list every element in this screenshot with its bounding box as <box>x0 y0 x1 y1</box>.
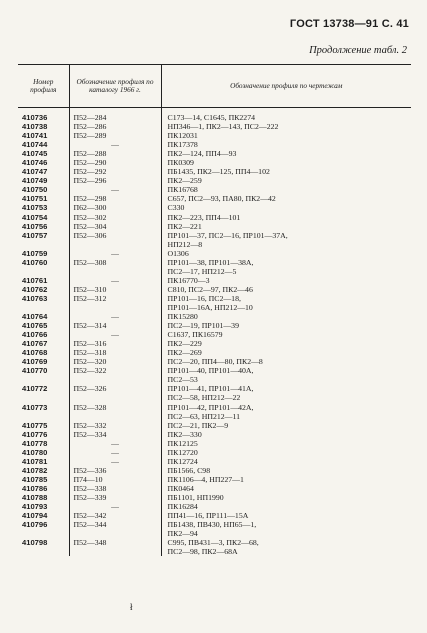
drawing-designation-cell: ПС2—19, ПР101—39 <box>161 321 411 330</box>
drawing-designation-cell: НП212—8 <box>161 240 411 249</box>
table-row <box>18 231 411 240</box>
profile-number-cell: 410753 <box>22 203 48 213</box>
table-row <box>18 194 411 203</box>
catalog-designation-cell <box>69 240 161 249</box>
profile-number-cell: 410759 <box>22 248 48 258</box>
drawing-designation-cell: ПК12125 <box>161 439 411 448</box>
catalog-designation-cell <box>69 412 161 421</box>
profile-number-cell: 410738 <box>22 122 48 132</box>
catalog-designation-cell <box>69 529 161 538</box>
profile-number-cell: 410761 <box>22 275 48 285</box>
table-row <box>18 384 411 393</box>
profile-number-cell: 410794 <box>22 511 48 521</box>
drawing-designation-cell: ПК15280 <box>161 312 411 321</box>
profile-number-cell: 410776 <box>22 429 48 439</box>
drawing-designation-cell: ПР101—40, ПР101—40А, <box>161 366 411 375</box>
drawing-designation-cell: ПБ1438, ПВ430, НП65—1, <box>161 520 411 529</box>
table-row <box>18 149 411 158</box>
catalog-designation-cell <box>69 393 161 402</box>
profile-number-cell <box>18 412 69 421</box>
catalog-designation-cell: П52—312 <box>69 294 161 303</box>
catalog-designation-cell <box>69 375 161 384</box>
catalog-designation-cell: — <box>69 439 161 448</box>
table-row <box>18 375 411 384</box>
table-row <box>18 167 411 176</box>
profile-number-cell: 410768 <box>22 348 48 358</box>
catalog-designation-cell: П52—298 <box>69 194 161 203</box>
profile-number-cell: 410798 <box>22 538 48 548</box>
profile-number-cell <box>18 547 69 556</box>
table-row <box>18 538 411 547</box>
catalog-designation-cell <box>69 547 161 556</box>
profile-number-cell: 410772 <box>22 384 48 394</box>
drawing-designation-cell: ПК16770—3 <box>161 276 411 285</box>
catalog-designation-cell: П74—10 <box>69 475 161 484</box>
profile-number-cell: 410793 <box>22 502 48 512</box>
catalog-designation-cell: П52—302 <box>69 213 161 222</box>
table-row <box>18 240 411 249</box>
catalog-designation-cell: П52—348 <box>69 538 161 547</box>
table-row <box>18 108 411 123</box>
table-row <box>18 213 411 222</box>
column-header-number: Номер профиля <box>18 65 69 108</box>
table-row <box>18 502 411 511</box>
drawing-designation-cell: ПС2—17, НП212—5 <box>161 267 411 276</box>
drawing-designation-cell: ПС2—58, НП212—22 <box>161 393 411 402</box>
table-row <box>18 330 411 339</box>
table-row <box>18 348 411 357</box>
profile-number-cell: 410781 <box>22 456 48 466</box>
profile-number-cell: 410747 <box>22 167 48 177</box>
profile-number-cell <box>18 240 69 249</box>
table-row <box>18 321 411 330</box>
table-row <box>18 285 411 294</box>
table-row <box>18 403 411 412</box>
profile-number-cell: 410741 <box>22 131 48 141</box>
catalog-designation-cell: П52—334 <box>69 430 161 439</box>
profile-number-cell <box>18 393 69 402</box>
profile-number-cell: 410754 <box>22 212 48 222</box>
drawing-designation-cell: С173—14, С1645, ПК2274 <box>161 108 411 123</box>
table-row <box>18 249 411 258</box>
drawing-designation-cell: ПР101—41, ПР101—41А, <box>161 384 411 393</box>
drawing-designation-cell: ПР101—16, ПС2—18, <box>161 294 411 303</box>
catalog-designation-cell: — <box>69 502 161 511</box>
table-row <box>18 511 411 520</box>
column-header-drawing: Обозначение профиля по чертежам <box>161 65 411 108</box>
drawing-designation-cell: ПК12724 <box>161 457 411 466</box>
catalog-designation-cell: — <box>69 312 161 321</box>
profile-number-cell: 410778 <box>22 438 48 448</box>
profile-number-cell: 410770 <box>22 366 48 376</box>
stray-mark: ł <box>130 602 133 612</box>
drawing-designation-cell: ПК2—269 <box>161 348 411 357</box>
drawing-designation-cell: ПС2—63, НП212—11 <box>161 412 411 421</box>
table-row <box>18 466 411 475</box>
drawing-designation-cell: ПР101—42, ПР101—42А, <box>161 403 411 412</box>
catalog-designation-cell: П52—342 <box>69 511 161 520</box>
catalog-designation-cell: П52—322 <box>69 366 161 375</box>
drawing-designation-cell: ПК1106—4, НП227—1 <box>161 475 411 484</box>
table-row <box>18 276 411 285</box>
catalog-designation-cell: П62—300 <box>69 203 161 212</box>
profile-number-cell: 410773 <box>22 402 48 412</box>
catalog-designation-cell: — <box>69 140 161 149</box>
catalog-designation-cell: П52—338 <box>69 484 161 493</box>
catalog-designation-cell: П52—332 <box>69 421 161 430</box>
drawing-designation-cell: ПК0464 <box>161 484 411 493</box>
drawing-designation-cell: ПК2—330 <box>161 430 411 439</box>
profile-number-cell: 410736 <box>22 113 48 122</box>
profile-number-cell: 410766 <box>22 330 48 340</box>
table-row <box>18 412 411 421</box>
table-row <box>18 493 411 502</box>
table-row <box>18 294 411 303</box>
profile-number-cell: 410769 <box>22 357 48 367</box>
drawing-designation-cell: ПК16768 <box>161 185 411 194</box>
table-row <box>18 357 411 366</box>
catalog-designation-cell: — <box>69 448 161 457</box>
catalog-designation-cell: П52—296 <box>69 176 161 185</box>
table-row <box>18 158 411 167</box>
catalog-designation-cell: П52—306 <box>69 231 161 240</box>
drawing-designation-cell: НП346—1, ПК2—143, ПС2—222 <box>161 122 411 131</box>
catalog-designation-cell <box>69 267 161 276</box>
catalog-designation-cell: П52—320 <box>69 357 161 366</box>
profile-number-cell: 410767 <box>22 339 48 349</box>
catalog-designation-cell: П52—328 <box>69 403 161 412</box>
catalog-designation-cell: — <box>69 276 161 285</box>
drawing-designation-cell: С995, ПВ431—3, ПК2—68, <box>161 538 411 547</box>
page-header: ГОСТ 13738—91 С. 41 <box>289 18 409 30</box>
catalog-designation-cell: П52—316 <box>69 339 161 348</box>
table-row <box>18 520 411 529</box>
drawing-designation-cell: ПК2—223, ПП4—101 <box>161 213 411 222</box>
profile-number-cell: 410757 <box>22 230 48 240</box>
profile-number-cell: 410785 <box>22 474 48 484</box>
table-body <box>18 108 411 557</box>
drawing-designation-cell: ПК2—221 <box>161 222 411 231</box>
drawing-designation-cell: ПС2—21, ПК2—9 <box>161 421 411 430</box>
table-row <box>18 303 411 312</box>
drawing-designation-cell: ПК2—259 <box>161 176 411 185</box>
drawing-designation-cell: О1306 <box>161 249 411 258</box>
profile-number-cell: 410796 <box>22 520 48 530</box>
drawing-designation-cell: ПР101—37, ПС2—16, ПР101—37А, <box>161 231 411 240</box>
profile-number-cell: 410756 <box>22 221 48 231</box>
drawing-designation-cell: ПК2—124, ПП4—93 <box>161 149 411 158</box>
profile-number-cell: 410788 <box>22 492 48 502</box>
drawing-designation-cell: ПК2—94 <box>161 529 411 538</box>
profile-table <box>18 64 411 556</box>
catalog-designation-cell: П52—286 <box>69 122 161 131</box>
profile-number-cell: 410765 <box>22 321 48 331</box>
table-row <box>18 258 411 267</box>
table-row <box>18 529 411 538</box>
table-row <box>18 203 411 212</box>
table-row <box>18 222 411 231</box>
catalog-designation-cell: П52—290 <box>69 158 161 167</box>
profile-number-cell: 410762 <box>22 284 48 294</box>
drawing-designation-cell: С810, ПС2—97, ПК2—46 <box>161 285 411 294</box>
profile-number-cell <box>18 375 69 384</box>
table-row <box>18 131 411 140</box>
table-row <box>18 475 411 484</box>
drawing-designation-cell: С330 <box>161 203 411 212</box>
table-row <box>18 122 411 131</box>
drawing-designation-cell: С657, ПС2—93, ПА80, ПК2—42 <box>161 194 411 203</box>
drawing-designation-cell: ПК12031 <box>161 131 411 140</box>
catalog-designation-cell: П52—314 <box>69 321 161 330</box>
table-continuation-label: Продолжение табл. 2 <box>309 45 407 56</box>
catalog-designation-cell: П52—288 <box>69 149 161 158</box>
catalog-designation-cell: П52—304 <box>69 222 161 231</box>
table-row <box>18 393 411 402</box>
catalog-designation-cell: П52—284 <box>69 108 161 123</box>
drawing-designation-cell: ПК2—229 <box>161 339 411 348</box>
catalog-designation-cell: — <box>69 457 161 466</box>
table-row <box>18 176 411 185</box>
profile-number-cell: 410775 <box>22 420 48 430</box>
drawing-designation-cell: ПС2—20, ПП4—80, ПК2—8 <box>161 357 411 366</box>
drawing-designation-cell: ПБ1566, С98 <box>161 466 411 475</box>
table-row <box>18 547 411 556</box>
drawing-designation-cell: ПР101—16А, НП212—10 <box>161 303 411 312</box>
drawing-designation-cell: ПК12720 <box>161 448 411 457</box>
catalog-designation-cell: П52—344 <box>69 520 161 529</box>
catalog-designation-cell: П52—336 <box>69 466 161 475</box>
catalog-designation-cell: П52—339 <box>69 493 161 502</box>
profile-number-cell: 410745 <box>22 149 48 159</box>
table-row <box>18 439 411 448</box>
drawing-designation-cell: ПК17378 <box>161 140 411 149</box>
table-row <box>18 366 411 375</box>
table-row <box>18 140 411 149</box>
drawing-designation-cell: С1637, ПК16579 <box>161 330 411 339</box>
table-row <box>18 421 411 430</box>
catalog-designation-cell: П52—308 <box>69 258 161 267</box>
profile-number-cell <box>18 303 69 312</box>
profile-number-cell: 410744 <box>22 140 48 150</box>
table-header-row <box>18 65 411 108</box>
table-row <box>18 267 411 276</box>
drawing-designation-cell: ПП41—16, ПР111—15А <box>161 511 411 520</box>
profile-number-cell <box>18 529 69 538</box>
profile-number-cell: 410751 <box>22 194 48 204</box>
profile-number-cell <box>18 267 69 276</box>
table-row <box>18 484 411 493</box>
drawing-designation-cell: ПБ1101, НП1990 <box>161 493 411 502</box>
profile-number-cell: 410764 <box>22 312 48 322</box>
profile-number-cell: 410782 <box>22 465 48 475</box>
catalog-designation-cell: — <box>69 330 161 339</box>
table-row <box>18 457 411 466</box>
profile-number-cell: 410780 <box>22 447 48 457</box>
profile-number-cell: 410749 <box>22 176 48 186</box>
drawing-designation-cell: ПС2—98, ПК2—68А <box>161 547 411 556</box>
profile-number-cell: 410746 <box>22 158 48 168</box>
catalog-designation-cell: — <box>69 249 161 258</box>
drawing-designation-cell: ПК16284 <box>161 502 411 511</box>
profile-number-cell: 410750 <box>22 185 48 195</box>
catalog-designation-cell: П52—310 <box>69 285 161 294</box>
table-row <box>18 448 411 457</box>
table-row <box>18 185 411 194</box>
drawing-designation-cell: ПС2—53 <box>161 375 411 384</box>
table-row <box>18 339 411 348</box>
table-row <box>18 312 411 321</box>
drawing-designation-cell: ПБ1435, ПК2—125, ПП4—102 <box>161 167 411 176</box>
profile-number-cell: 410760 <box>22 257 48 267</box>
catalog-designation-cell: П52—326 <box>69 384 161 393</box>
catalog-designation-cell: П52—318 <box>69 348 161 357</box>
table-row <box>18 430 411 439</box>
drawing-designation-cell: ПР101—38, ПР101—38А, <box>161 258 411 267</box>
catalog-designation-cell <box>69 303 161 312</box>
profile-number-cell: 410786 <box>22 483 48 493</box>
column-header-catalog: Обозначение профиля по каталогу 1966 г. <box>69 65 161 108</box>
catalog-designation-cell: — <box>69 185 161 194</box>
profile-number-cell: 410763 <box>22 293 48 303</box>
drawing-designation-cell: ПК0309 <box>161 158 411 167</box>
catalog-designation-cell: П52—289 <box>69 131 161 140</box>
catalog-designation-cell: П52—292 <box>69 167 161 176</box>
